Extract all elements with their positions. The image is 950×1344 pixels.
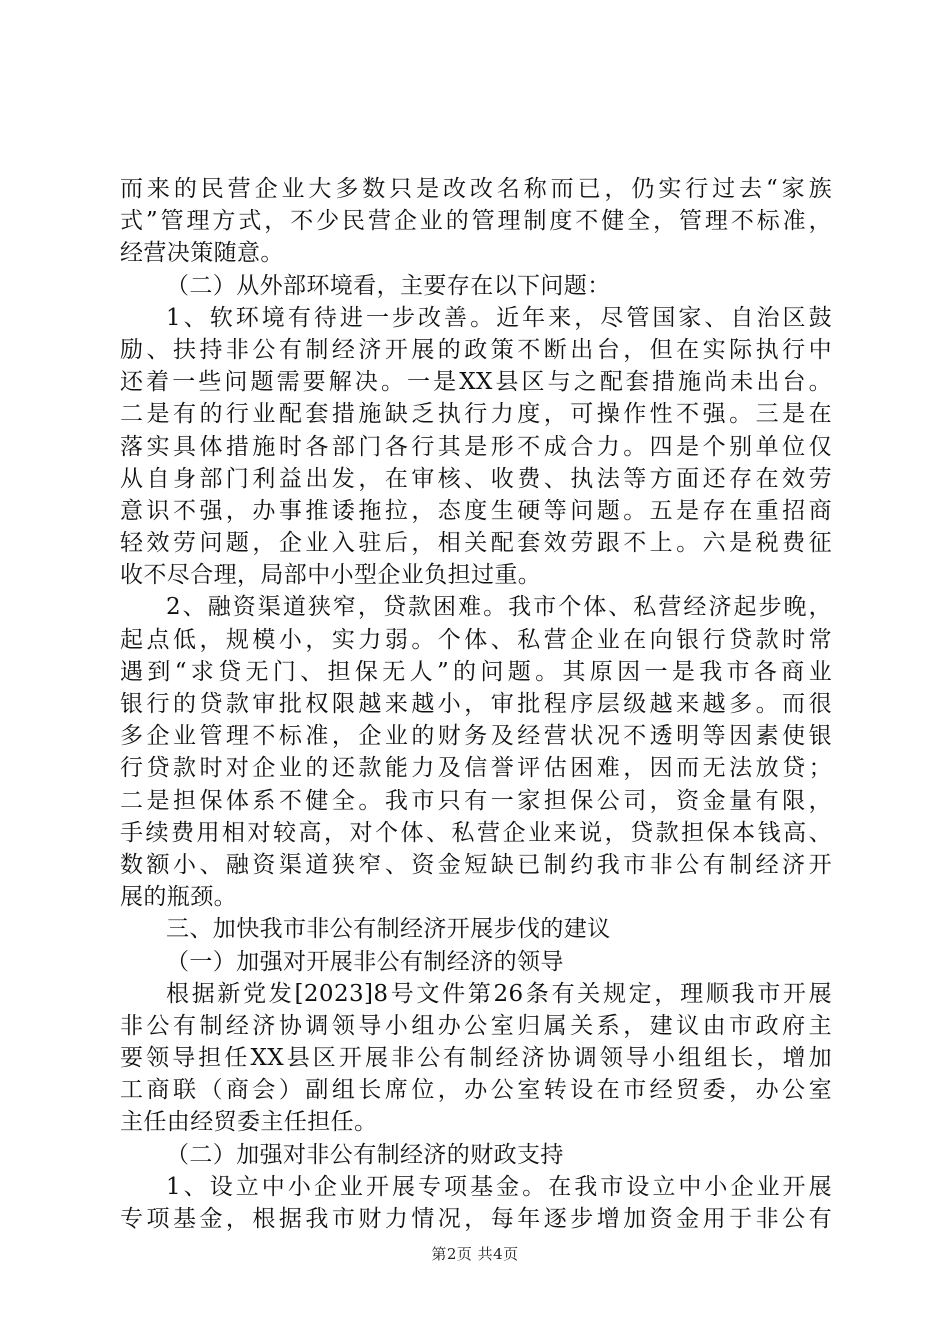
paragraph-line: 励、扶持非公有制经济开展的政策不断出台，但在实际执行中	[120, 336, 832, 363]
paragraph-line: 从自身部门利益出发，在审核、收费、执法等方面还存在效劳	[120, 465, 832, 492]
paragraph-line: 手续费用相对较高，对个体、私营企业来说，贷款担保本钱高、	[120, 819, 832, 846]
paragraph-line: 1、设立中小企业开展专项基金。在我市设立中小企业开展	[166, 1173, 832, 1200]
section-heading: 三、加快我市非公有制经济开展步伐的建议	[166, 916, 611, 943]
paragraph-line: 非公有制经济协调领导小组办公室归属关系，建议由市政府主	[120, 1012, 832, 1039]
paragraph-line: 工商联（商会）副组长席位，办公室转设在市经贸委，办公室	[120, 1077, 832, 1104]
document-body	[120, 173, 832, 1235]
paragraph-line: 银行的贷款审批权限越来越小，审批程序层级越来越多。而很	[120, 691, 832, 717]
paragraph-line: 2、融资渠道狭窄，贷款困难。我市个体、私营经济起步晚，	[166, 594, 832, 621]
paragraph-line: 二是担保体系不健全。我市只有一家担保公司，资金量有限，	[120, 787, 832, 814]
paragraph-line: 行贷款时对企业的还款能力及信誉评估困难，因而无法放贷；	[120, 755, 832, 782]
page-footer: 第2页 共4页	[431, 1245, 519, 1263]
paragraph-line: 意识不强，办事推诿拖拉，态度生硬等问题。五是存在重招商	[120, 497, 832, 524]
paragraph-line: 数额小、融资渠道狭窄、资金短缺已制约我市非公有制经济开	[120, 851, 832, 878]
paragraph-line: 收不尽合理，局部中小型企业负担过重。	[120, 562, 542, 589]
paragraph-line: 1、软环境有待进一步改善。近年来，尽管国家、自治区鼓	[166, 304, 832, 331]
section-heading: （二）加强对非公有制经济的财政支持	[166, 1141, 564, 1168]
paragraph-line: 要领导担任XX县区开展非公有制经济协调领导小组组长，增加	[120, 1045, 832, 1072]
paragraph-line: 主任由经贸委主任担任。	[120, 1109, 378, 1136]
paragraph-line: 专项基金，根据我市财力情况，每年逐步增加资金用于非公有	[120, 1206, 832, 1232]
paragraph-line: 起点低，规模小，实力弱。个体、私营企业在向银行贷款时常	[120, 626, 832, 653]
paragraph-line: 二是有的行业配套措施缺乏执行力度，可操作性不强。三是在	[120, 401, 832, 428]
paragraph-line: 落实具体措施时各部门各行其是形不成合力。四是个别单位仅	[120, 433, 832, 460]
paragraph-line: 还着一些问题需要解决。一是XX县区与之配套措施尚未出台。	[120, 369, 832, 396]
section-heading: （二）从外部环境看，主要存在以下问题：	[166, 272, 611, 299]
paragraph-line: 式”管理方式，不少民营企业的管理制度不健全，管理不标准，	[120, 208, 832, 235]
paragraph-line: 而来的民营企业大多数只是改改名称而已，仍实行过去“家族	[120, 176, 832, 202]
section-heading: （一）加强对开展非公有制经济的领导	[166, 948, 564, 975]
paragraph-line: 多企业管理不标准，企业的财务及经营状况不透明等因素使银	[120, 723, 832, 750]
paragraph-line: 根据新党发[2023]8号文件第26条有关规定，理顺我市开展	[166, 980, 832, 1007]
paragraph-line: 遇到“求贷无门、担保无人”的问题。其原因一是我市各商业	[120, 658, 832, 685]
paragraph-line: 展的瓶颈。	[120, 884, 237, 911]
paragraph-line: 轻效劳问题，企业入驻后，相关配套效劳跟不上。六是税费征	[120, 530, 832, 557]
paragraph-line: 经营决策随意。	[120, 240, 284, 267]
